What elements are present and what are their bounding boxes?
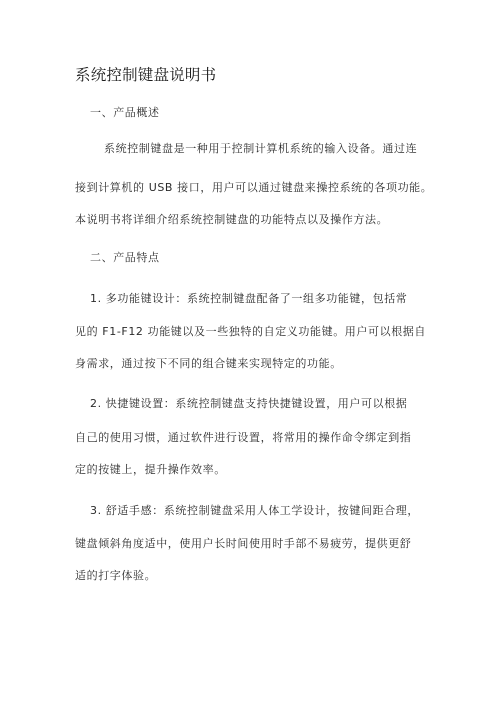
paragraph-line: 3. 舒适手感：系统控制键盘采用人体工学设计，按键间距合理， [90,504,419,517]
paragraph-line: 身需求，通过按下不同的组合键来实现特定的功能。 [75,357,342,370]
paragraph-line: 键盘倾斜角度适中，使用户长时间使用时手部不易疲劳，提供更舒 [75,537,412,550]
paragraph-line: 见的 F1-F12 功能键以及一些独特的自定义功能键。用户可以根据自 [75,325,427,338]
paragraph-line: 接到计算机的 USB 接口，用户可以通过键盘来操控系统的各项功能。 [75,181,433,194]
paragraph-line: 2. 快捷键设置：系统控制键盘支持快捷键设置，用户可以根据 [90,397,408,410]
paragraph-line: 系统控制键盘是一种用于控制计算机系统的输入设备。通过连 [104,142,418,155]
paragraph-line: 适的打字体验。 [75,569,157,582]
section-heading-features: 二、产品特点 [90,251,160,264]
paragraph-line: 1. 多功能键设计：系统控制键盘配备了一组多功能键，包括常 [90,292,408,305]
document-title: 系统控制键盘说明书 [75,66,217,84]
paragraph-line: 本说明书将详细介绍系统控制键盘的功能特点以及操作方法。 [75,213,389,226]
paragraph-line: 自己的使用习惯，通过软件进行设置，将常用的操作命令绑定到指 [75,431,412,444]
section-heading-overview: 一、产品概述 [90,106,160,119]
paragraph-line: 定的按键上，提升操作效率。 [75,463,226,476]
